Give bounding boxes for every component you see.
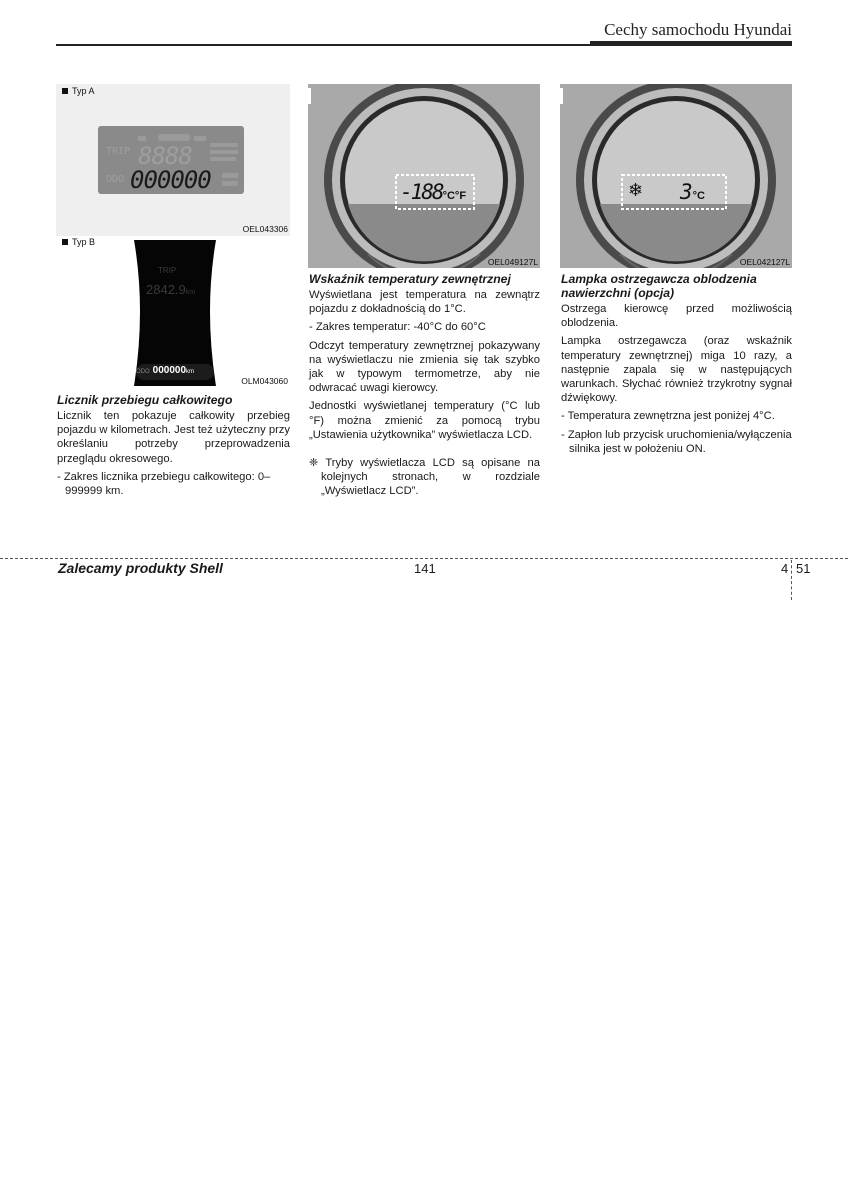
lcd-trip-label: TRIP [106, 146, 131, 157]
footer-page-number: 51 [796, 561, 811, 576]
outside-temp-heading: Wskaźnik temperatury zewnętrznej [309, 272, 511, 286]
footer-divider [791, 560, 792, 600]
ice-warning-paragraph-2: Lampka ostrzegawcza (oraz wskaźnik temperatury zewnętrznej) miga 10 razy, a następnie zapala się w następujących warunkach. Słychać również trzykrotny sygnał dźwiękowy. [561, 335, 792, 405]
figure-type-b-label: Typ B [62, 237, 95, 247]
ice-warning-bullet-2: - Zapłon lub przycisk uruchomienia/wyłączenia silnika jest w położeniu ON. [561, 428, 792, 455]
figure-outside-temp-code: OEL049127L [487, 257, 538, 267]
figure-type-b [56, 236, 290, 388]
figure-type-a-label: Typ A [62, 86, 95, 96]
square-bullet-icon [62, 239, 68, 245]
gauge-cluster-graphic [308, 84, 540, 268]
outside-temp-paragraph-1: Wyświetlana jest temperatura na zewnątrz pojazdu z dokładnością do 1°C. [309, 289, 540, 316]
lcd-odometer-panel [98, 126, 244, 194]
ice-temp-readout: 3°C [680, 180, 705, 204]
lcd-main-digits: 000000 [130, 166, 211, 194]
lcd-odo-label: ODO [106, 174, 125, 185]
odometer-heading: Licznik przebiegu całkowitego [57, 393, 233, 407]
snowflake-icon: ❄ [628, 180, 644, 200]
figure-ice-warning-code: OEL042127L [739, 257, 790, 267]
column-outside-temp [309, 272, 540, 503]
footer-slogan: Zalecamy produkty Shell [58, 560, 223, 576]
column-odometer [57, 393, 290, 502]
lcd-top-digits: 8888 [138, 142, 192, 170]
tft-odo-readout: ODO 000000km [136, 365, 195, 376]
figure-ice-warning [560, 84, 792, 268]
ice-warning-bullet-1: - Temperatura zewnętrzna jest poniżej 4°C. [561, 410, 775, 423]
tft-trip-label: TRIP [158, 266, 177, 275]
odometer-range-bullet: - Zakres licznika przebiegu całkowitego: 0–999999 km. [57, 470, 271, 498]
header-title: Cechy samochodu Hyundai [604, 20, 792, 39]
outside-temp-paragraph-3: Jednostki wyświetlanej temperatury (°C lub °F) można zmienić za pomocą trybu „Ustawienia użytkownika” wyświetlacza LCD. [309, 400, 540, 441]
odo-icon: ODO [136, 369, 150, 375]
column-ice-warning [561, 272, 792, 460]
square-bullet-icon [62, 88, 68, 94]
outside-temp-range-bullet: - Zakres temperatur: -40°C do 60°C [309, 321, 486, 334]
footer-rule [0, 558, 848, 559]
lcd-modes-note: ❈ Tryby wyświetlacza LCD są opisane na kolejnych stronach, w rozdziale „Wyświetlacz LCD”. [309, 457, 540, 498]
header-rule-accent [590, 41, 792, 46]
figure-type-a [56, 84, 290, 236]
figure-type-b-code: OLM043060 [241, 376, 288, 386]
ice-warning-heading: Lampka ostrzegawcza oblodzenia nawierzchni (opcja) [561, 272, 757, 300]
ice-warning-paragraph-1: Ostrzega kierowcę przed możliwością oblodzenia. [561, 303, 792, 330]
gauge-cluster-graphic [560, 84, 792, 268]
temp-readout: -188°C°F [400, 180, 467, 204]
footer-center-number: 141 [414, 561, 436, 576]
figure-outside-temp [308, 84, 540, 268]
footer-chapter-number: 4 [781, 561, 789, 576]
outside-temp-paragraph-2: Odczyt temperatury zewnętrznej pokazywany na wyświetlaczu nie zmienia się tak szybko jak w typowym termometrze, aby nie odwracać uwagi kierowcy. [309, 339, 540, 395]
tft-trip-value: 2842.9km [146, 282, 196, 297]
figure-type-a-code: OEL043306 [242, 224, 288, 234]
odometer-paragraph: Licznik ten pokazuje całkowity przebieg pojazdu w kilometrach. Jest też użyteczny przy określaniu potrzeby przeprowadzenia przeglądu okresowego. [57, 410, 290, 465]
